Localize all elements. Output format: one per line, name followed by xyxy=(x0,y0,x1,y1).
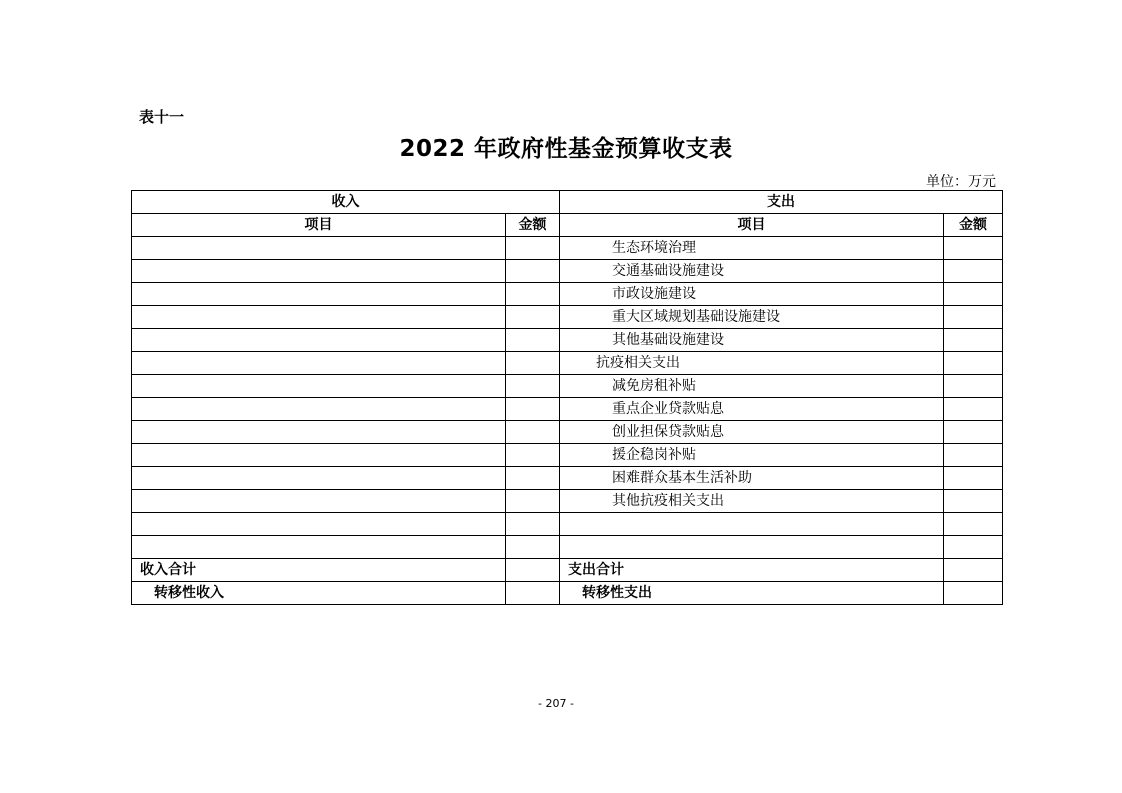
income-item-cell xyxy=(132,467,506,490)
income-amount-header: 金额 xyxy=(506,214,560,237)
expenditure-amount-header: 金额 xyxy=(944,214,1003,237)
header-row-sections xyxy=(132,191,1003,214)
expenditure-item-header: 项目 xyxy=(560,214,944,237)
expenditure-amount-cell xyxy=(944,467,1003,490)
header-row-columns xyxy=(132,214,1003,237)
table-row xyxy=(132,283,1003,306)
expenditure-item-cell: 交通基础设施建设 xyxy=(560,260,944,283)
expenditure-item-cell: 其他抗疫相关支出 xyxy=(560,490,944,513)
table-row xyxy=(132,237,1003,260)
expenditure-item-cell: 重点企业贷款贴息 xyxy=(560,398,944,421)
expenditure-amount-cell xyxy=(944,398,1003,421)
income-amount-cell xyxy=(506,306,560,329)
expenditure-item-cell: 生态环境治理 xyxy=(560,237,944,260)
table-row xyxy=(132,467,1003,490)
expenditure-item-cell: 创业担保贷款贴息 xyxy=(560,421,944,444)
expenditure-item-cell: 其他基础设施建设 xyxy=(560,329,944,352)
income-amount-cell xyxy=(506,329,560,352)
transfer-income-amount xyxy=(506,582,560,605)
income-item-header: 项目 xyxy=(132,214,506,237)
expenditure-amount-cell xyxy=(944,306,1003,329)
transfer-row xyxy=(132,582,1003,605)
income-amount-cell xyxy=(506,283,560,306)
page-title: 2022 年政府性基金预算收支表 xyxy=(399,136,733,162)
income-amount-cell xyxy=(506,513,560,536)
page-number: - 207 - xyxy=(538,697,574,710)
income-amount-cell xyxy=(506,467,560,490)
table-row xyxy=(132,352,1003,375)
table-row xyxy=(132,421,1003,444)
expenditure-amount-cell xyxy=(944,260,1003,283)
income-amount-cell xyxy=(506,444,560,467)
income-item-cell xyxy=(132,283,506,306)
expenditure-total-label: 支出合计 xyxy=(560,559,944,582)
expenditure-header: 支出 xyxy=(560,191,1003,214)
income-item-cell xyxy=(132,375,506,398)
expenditure-amount-cell xyxy=(944,329,1003,352)
income-amount-cell xyxy=(506,490,560,513)
expenditure-amount-cell xyxy=(944,375,1003,398)
income-total-label: 收入合计 xyxy=(132,559,506,582)
income-item-cell xyxy=(132,352,506,375)
income-amount-cell xyxy=(506,375,560,398)
table-row xyxy=(132,513,1003,536)
income-item-cell xyxy=(132,237,506,260)
expenditure-item-cell xyxy=(560,513,944,536)
table-row xyxy=(132,329,1003,352)
expenditure-item-cell xyxy=(560,536,944,559)
table-row xyxy=(132,398,1003,421)
income-item-cell xyxy=(132,306,506,329)
expenditure-amount-cell xyxy=(944,421,1003,444)
expenditure-amount-cell xyxy=(944,237,1003,260)
expenditure-item-cell: 抗疫相关支出 xyxy=(560,352,944,375)
table-row xyxy=(132,306,1003,329)
income-amount-cell xyxy=(506,398,560,421)
income-item-cell xyxy=(132,329,506,352)
income-total-amount xyxy=(506,559,560,582)
expenditure-amount-cell xyxy=(944,283,1003,306)
expenditure-item-cell: 减免房租补贴 xyxy=(560,375,944,398)
expenditure-total-amount xyxy=(944,559,1003,582)
income-item-cell xyxy=(132,398,506,421)
income-item-cell xyxy=(132,536,506,559)
transfer-expenditure-amount xyxy=(944,582,1003,605)
expenditure-item-cell: 重大区域规划基础设施建设 xyxy=(560,306,944,329)
expenditure-amount-cell xyxy=(944,536,1003,559)
income-item-cell xyxy=(132,421,506,444)
table-row xyxy=(132,260,1003,283)
expenditure-item-cell: 困难群众基本生活补助 xyxy=(560,467,944,490)
table-row xyxy=(132,375,1003,398)
income-amount-cell xyxy=(506,421,560,444)
income-amount-cell xyxy=(506,352,560,375)
total-row xyxy=(132,559,1003,582)
table-row xyxy=(132,536,1003,559)
income-amount-cell xyxy=(506,260,560,283)
income-amount-cell xyxy=(506,237,560,260)
income-header: 收入 xyxy=(132,191,560,214)
unit-label: 单位：万元 xyxy=(926,174,996,190)
income-item-cell xyxy=(132,260,506,283)
expenditure-amount-cell xyxy=(944,513,1003,536)
expenditure-amount-cell xyxy=(944,490,1003,513)
income-item-cell xyxy=(132,513,506,536)
income-amount-cell xyxy=(506,536,560,559)
income-item-cell xyxy=(132,444,506,467)
budget-table xyxy=(131,190,1003,605)
expenditure-item-cell: 援企稳岗补贴 xyxy=(560,444,944,467)
expenditure-item-cell: 市政设施建设 xyxy=(560,283,944,306)
income-item-cell xyxy=(132,490,506,513)
table-row xyxy=(132,444,1003,467)
transfer-expenditure-label: 转移性支出 xyxy=(560,582,944,605)
expenditure-amount-cell xyxy=(944,444,1003,467)
table-label: 表十一 xyxy=(139,108,185,126)
expenditure-amount-cell xyxy=(944,352,1003,375)
transfer-income-label: 转移性收入 xyxy=(132,582,506,605)
table-row xyxy=(132,490,1003,513)
